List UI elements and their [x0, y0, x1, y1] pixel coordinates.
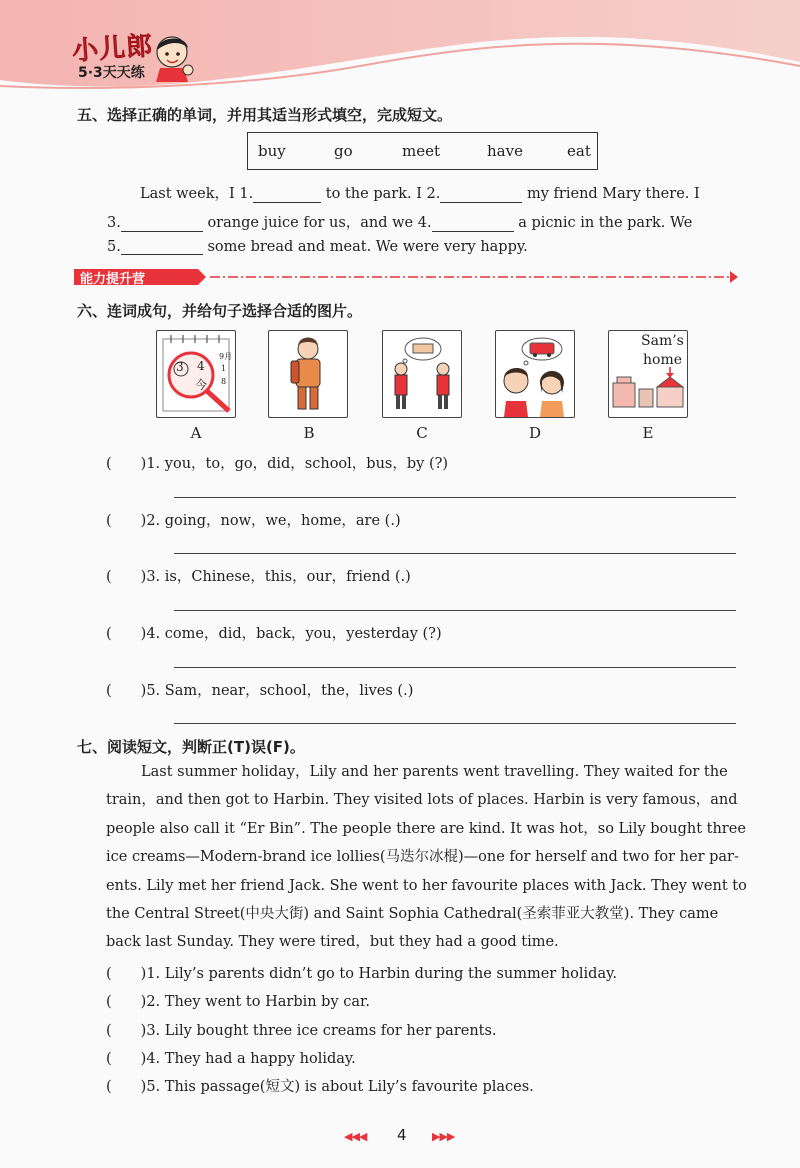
word-bank-item: have [487, 142, 523, 160]
s7-item-5: ( )5. This passage(短文) is about Lily’s favourite places. [106, 1079, 534, 1095]
ability-banner-line [74, 265, 742, 289]
boy-backpack-icon [269, 331, 347, 417]
calendar-side-8: 8 [221, 377, 227, 386]
passage-line: ice creams—Modern-brand ice lollies(马迭尔冰棍)—one for herself and two for her par- [106, 849, 739, 866]
home-caption: home [643, 352, 683, 368]
answer-paren[interactable]: ( ) [106, 456, 147, 472]
section6-title: 六、连词成句，并给句子选择合适的图片。 [77, 302, 363, 320]
reading-passage [106, 758, 746, 957]
brand-logo: 小儿郎 [71, 31, 155, 67]
word-bank-item: buy [258, 142, 286, 160]
blank-2[interactable] [440, 188, 522, 203]
boy-mascot-icon [150, 30, 196, 82]
answer-paren[interactable]: ( ) [106, 1023, 147, 1039]
calendar-side-1: 1 [221, 364, 227, 373]
s6-item-2: ( )2. going，now，we，home，are (.) [106, 513, 401, 529]
blank-5[interactable] [121, 240, 203, 255]
kids-thinking-school-icon [383, 331, 461, 417]
passage-line: back last Sunday. They were tired，but they had a good time. [106, 934, 559, 951]
word-bank-item: go [334, 142, 353, 160]
kids-thinking-bus-icon [496, 331, 574, 417]
section7-title: 七、阅读短文，判断正(T)误(F)。 [77, 738, 305, 756]
sams-caption: Sam’s [641, 333, 684, 349]
passage-line: train，and then got to Harbin. They visited lots of places. Harbin is very famous，and [106, 792, 738, 809]
calendar-day-4: 4 [197, 359, 205, 373]
picture-d [495, 330, 575, 418]
answer-paren[interactable]: ( ) [106, 513, 147, 529]
prev-arrows-icon: ◀◀◀ [344, 1130, 367, 1143]
s6-item-5: ( )5. Sam，near，school，the，lives (.) [106, 683, 414, 699]
picture-c [382, 330, 462, 418]
calendar-month: 9月 [219, 352, 233, 361]
blank-1[interactable] [253, 188, 321, 203]
s7-item-4: ( )4. They had a happy holiday. [106, 1051, 356, 1067]
answer-line-1[interactable] [174, 497, 736, 498]
picture-label-c: C [416, 424, 428, 442]
answer-paren[interactable]: ( ) [106, 1079, 147, 1095]
calendar-magnifier-icon [157, 331, 235, 417]
picture-a [156, 330, 236, 418]
word-bank-item: meet [402, 142, 441, 160]
section5-title: 五、选择正确的单词，并用其适当形式填空，完成短文。 [77, 106, 453, 124]
cloze-line-2: 3. orange juice for us，and we 4. a picnic in the park. We [107, 215, 693, 231]
picture-label-d: D [528, 424, 542, 442]
blank-4[interactable] [432, 217, 514, 232]
page-number: 4 [397, 1126, 407, 1144]
picture-label-b: B [303, 424, 315, 442]
answer-line-3[interactable] [174, 610, 736, 611]
cloze-line-3: 5. some bread and meat. We were very happy. [107, 239, 528, 255]
answer-paren[interactable]: ( ) [106, 1051, 147, 1067]
passage-line: ents. Lily met her friend Jack. She went to her favourite places with Jack. They went to [106, 877, 747, 894]
passage-line: people also call it “Er Bin”. The people there are kind. It was hot，so Lily bought three [106, 820, 746, 837]
answer-paren[interactable]: ( ) [106, 966, 147, 982]
answer-line-4[interactable] [174, 667, 736, 668]
s7-item-2: ( )2. They went to Harbin by car. [106, 994, 370, 1010]
picture-e [608, 330, 688, 418]
word-bank-item: eat [567, 142, 591, 160]
word-bank [247, 132, 598, 170]
answer-paren[interactable]: ( ) [106, 994, 147, 1010]
calendar-day-3: 3 [176, 360, 184, 374]
answer-paren[interactable]: ( ) [106, 569, 147, 585]
s7-item-3: ( )3. Lily bought three ice creams for her parents. [106, 1023, 497, 1039]
answer-line-5[interactable] [174, 723, 736, 724]
answer-paren[interactable]: ( ) [106, 626, 147, 642]
picture-label-e: E [642, 424, 654, 442]
next-arrows-icon: ▶▶▶ [432, 1130, 455, 1143]
answer-paren[interactable]: ( ) [106, 683, 147, 699]
answer-line-2[interactable] [174, 553, 736, 554]
calendar-today: 今 [195, 378, 208, 392]
picture-b [268, 330, 348, 418]
s7-item-1: ( )1. Lily’s parents didn’t go to Harbin during the summer holiday. [106, 966, 617, 982]
cloze-line-1: Last week，I 1. to the park. I 2. my friend Mary there. I [140, 186, 700, 202]
blank-3[interactable] [121, 217, 203, 232]
s6-item-4: ( )4. come，did，back，you，yesterday (?) [106, 626, 442, 642]
ability-banner: 能力提升营 [80, 272, 146, 287]
picture-label-a: A [190, 424, 202, 442]
s6-item-3: ( )3. is，Chinese，this，our，friend (.) [106, 569, 411, 585]
series-name: 5·3天天练 [78, 65, 145, 81]
s6-item-1: ( )1. you，to，go，did，school，bus，by (?) [106, 456, 449, 472]
passage-line: the Central Street(中央大街) and Saint Sophia Cathedral(圣索菲亚大教堂). They came [106, 906, 719, 923]
passage-line: Last summer holiday，Lily and her parents went travelling. They waited for the [141, 764, 728, 780]
